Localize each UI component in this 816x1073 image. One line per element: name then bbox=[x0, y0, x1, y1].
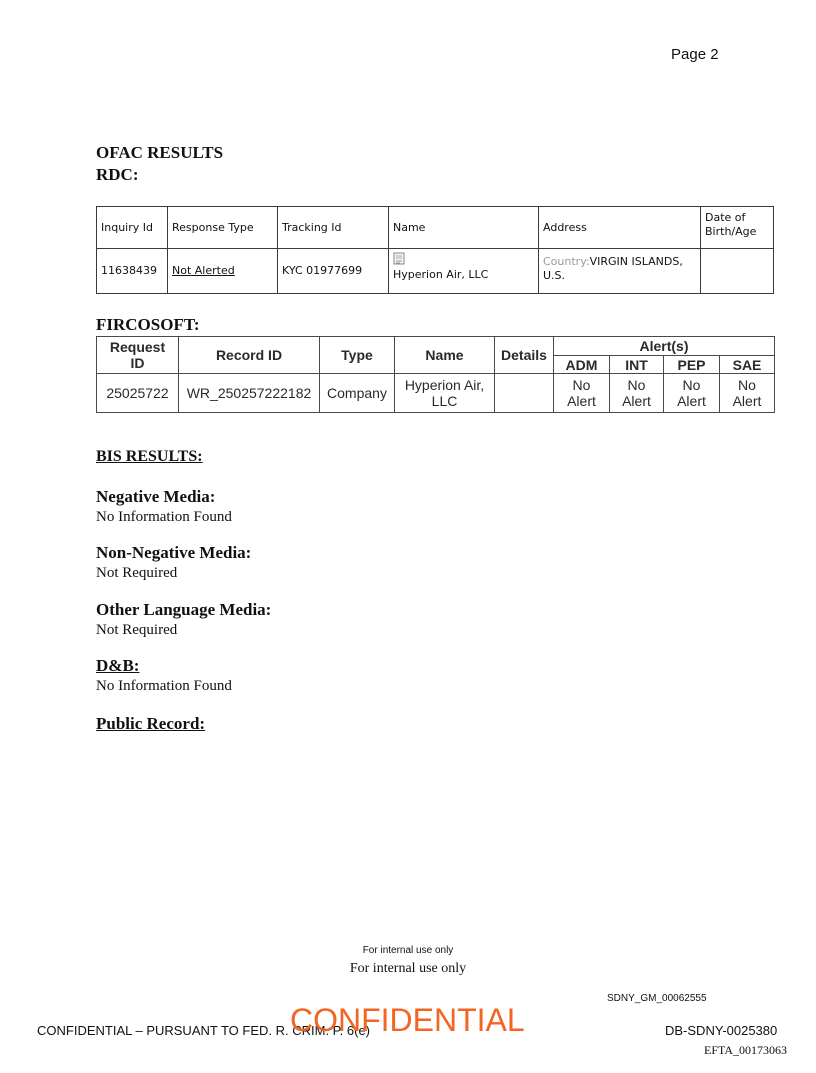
address-country-label: Country: bbox=[543, 255, 590, 268]
negative-media-value: No Information Found bbox=[96, 509, 232, 525]
firco-header-alerts-group: Alert(s) bbox=[554, 337, 775, 356]
firco-header-record-id: Record ID bbox=[179, 337, 320, 374]
table-row bbox=[97, 374, 775, 413]
rdc-cell-response-type bbox=[168, 249, 278, 294]
rdc-header-name: Name bbox=[389, 207, 539, 249]
rdc-heading: RDC: bbox=[96, 165, 139, 184]
firco-cell-name bbox=[395, 374, 495, 413]
confidential-watermark: CONFIDENTIAL bbox=[290, 1002, 525, 1038]
firco-int-value: No Alert bbox=[622, 377, 651, 409]
firco-cell-type: Company bbox=[320, 374, 395, 413]
dnb-heading: D&B: bbox=[96, 656, 140, 675]
firco-cell-pep bbox=[664, 374, 720, 413]
other-language-media-value: Not Required bbox=[96, 622, 178, 638]
firco-cell-record-id: WR_250257222182 bbox=[179, 374, 320, 413]
rdc-cell-tracking-id: KYC 01977699 bbox=[278, 249, 389, 294]
public-record-heading: Public Record: bbox=[96, 714, 206, 733]
footer-db-id: DB-SDNY-0025380 bbox=[665, 1023, 778, 1038]
negative-media-heading: Negative Media: bbox=[96, 487, 216, 506]
address-country-value: VIRGIN ISLANDS, U.S. bbox=[543, 255, 683, 282]
footer-internal-use-small: For internal use only bbox=[362, 945, 454, 956]
non-negative-media-heading: Non-Negative Media: bbox=[96, 543, 252, 562]
footer-sdny-id: SDNY_GM_00062555 bbox=[607, 993, 707, 1004]
rdc-cell-dob-age bbox=[701, 249, 774, 294]
firco-header-request-id-label: Request ID bbox=[109, 339, 166, 371]
other-language-media-heading: Other Language Media: bbox=[96, 600, 272, 619]
ofac-results-heading: OFAC RESULTS bbox=[96, 143, 224, 162]
footer-confidential-notice: CONFIDENTIAL – PURSUANT TO FED. R. CRIM. P. 6(e) bbox=[37, 1023, 371, 1038]
fircosoft-header-row bbox=[97, 337, 775, 356]
rdc-header-dob-age: Date of Birth/Age bbox=[701, 207, 774, 249]
response-type-link[interactable]: Not Alerted bbox=[172, 264, 235, 277]
firco-header-sae: SAE bbox=[720, 356, 775, 374]
firco-name-value: Hyperion Air, LLC bbox=[404, 377, 485, 409]
dnb-value: No Information Found bbox=[96, 678, 232, 694]
rdc-results-table bbox=[96, 206, 774, 294]
firco-header-details: Details bbox=[495, 337, 554, 374]
firco-header-name: Name bbox=[395, 337, 495, 374]
fircosoft-results-table bbox=[96, 336, 775, 413]
page-number: Page 2 bbox=[671, 46, 719, 63]
rdc-header-response-type: Response Type bbox=[168, 207, 278, 249]
firco-header-pep: PEP bbox=[664, 356, 720, 374]
rdc-header-tracking-id: Tracking Id bbox=[278, 207, 389, 249]
firco-sae-value: No Alert bbox=[732, 377, 762, 409]
non-negative-media-value: Not Required bbox=[96, 565, 178, 581]
bis-results-heading: BIS RESULTS: bbox=[96, 448, 203, 465]
rdc-header-inquiry-id: Inquiry Id bbox=[97, 207, 168, 249]
firco-header-adm: ADM bbox=[554, 356, 610, 374]
footer-efta-id: EFTA_00173063 bbox=[704, 1043, 788, 1057]
rdc-cell-address bbox=[539, 249, 701, 294]
firco-cell-int bbox=[610, 374, 664, 413]
rdc-cell-inquiry-id: 11638439 bbox=[97, 249, 168, 294]
fircosoft-heading: FIRCOSOFT: bbox=[96, 315, 200, 334]
rdc-name-value: Hyperion Air, LLC bbox=[393, 268, 489, 281]
firco-adm-value: No Alert bbox=[567, 377, 596, 409]
rdc-cell-name bbox=[389, 249, 539, 294]
image-placeholder-icon bbox=[393, 252, 405, 265]
table-row bbox=[97, 249, 774, 294]
firco-header-type: Type bbox=[320, 337, 395, 374]
firco-pep-value: No Alert bbox=[677, 377, 706, 409]
firco-cell-sae bbox=[720, 374, 775, 413]
rdc-header-row bbox=[97, 207, 774, 249]
firco-header-request-id bbox=[97, 337, 179, 374]
firco-cell-adm bbox=[554, 374, 610, 413]
firco-cell-details bbox=[495, 374, 554, 413]
rdc-header-address: Address bbox=[539, 207, 701, 249]
firco-cell-request-id: 25025722 bbox=[97, 374, 179, 413]
firco-header-int: INT bbox=[610, 356, 664, 374]
footer-internal-use: For internal use only bbox=[349, 961, 467, 976]
